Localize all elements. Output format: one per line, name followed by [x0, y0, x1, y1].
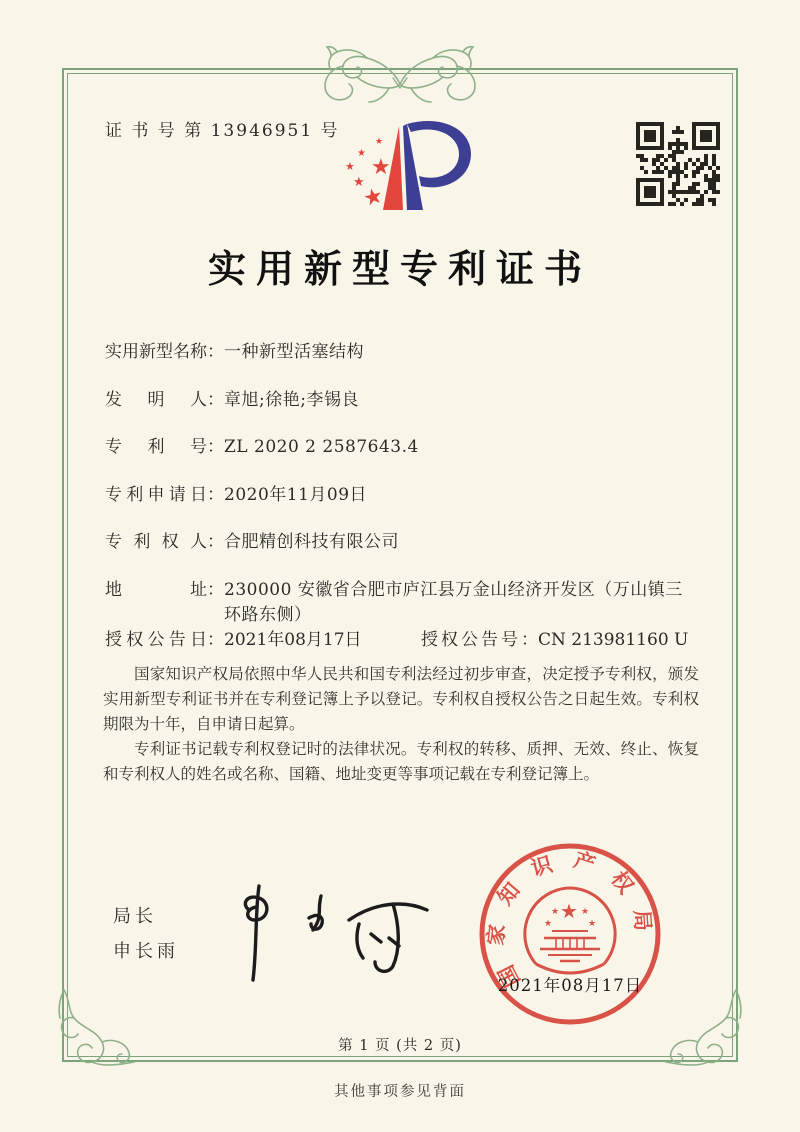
field-colon: ：	[207, 532, 224, 552]
seal-date: 2021年08月17日	[497, 976, 643, 995]
svg-text:★: ★	[375, 137, 384, 147]
seal-ring-text: 国家知识产权局	[482, 846, 658, 992]
field-value: CN 213981160 U	[538, 630, 689, 650]
top-dragon-ornament-icon	[285, 44, 515, 110]
field-label: 授权公告日	[105, 630, 207, 650]
back-side-note: 其他事项参见背面	[334, 1084, 466, 1100]
signer-title: 局长	[113, 906, 157, 927]
signature-handwriting	[225, 876, 440, 988]
field-colon: ：	[207, 630, 224, 650]
legal-text	[103, 662, 699, 787]
field-patent-number	[105, 435, 699, 460]
certificate-title: 实用新型专利证书	[207, 246, 592, 291]
signer-name: 申长雨	[113, 941, 179, 962]
certificate-number: 证 书 号 第 13946951 号	[105, 121, 340, 141]
field-colon: ：	[521, 630, 538, 650]
field-grant-number	[421, 628, 688, 653]
field-label: 地址	[105, 580, 207, 600]
field-patentee	[105, 530, 699, 555]
field-grant-date	[105, 628, 405, 653]
svg-text:★: ★	[353, 175, 365, 190]
svg-text:★: ★	[357, 148, 366, 159]
legal-paragraph-1: 国家知识产权局依照中华人民共和国专利法经过初步审查，决定授予专利权，颁发实用新型专利证书并在专利登记簿上予以登记。专利权自授权公告之日起生效。专利权期限为十年，自申请日起算。	[103, 665, 699, 733]
svg-text:★: ★	[371, 155, 391, 180]
cnipa-logo-icon	[333, 112, 489, 220]
field-value: 章旭;徐艳;李锡良	[224, 390, 359, 410]
svg-text:★: ★	[551, 907, 560, 917]
field-label: 实用新型名称	[105, 342, 207, 362]
field-colon: ：	[207, 437, 224, 457]
legal-paragraph-2: 专利证书记载专利权登记时的法律状况。专利权的转移、质押、无效、终止、恢复和专利权人的姓名或名称、国籍、地址变更等事项记载在专利登记簿上。	[103, 740, 699, 783]
field-value: 2020年11月09日	[224, 485, 368, 505]
field-colon: ：	[207, 580, 224, 600]
field-label: 专利申请日	[105, 485, 207, 505]
field-label: 专利号	[105, 437, 207, 457]
field-label: 专利权人	[105, 532, 207, 552]
field-value: ZL 2020 2 2587643.4	[224, 437, 419, 457]
field-colon: ：	[207, 342, 224, 362]
svg-text:★: ★	[560, 899, 578, 923]
field-utility-model-name	[105, 340, 699, 365]
field-colon: ：	[207, 485, 224, 505]
field-colon: ：	[207, 390, 224, 410]
svg-text:★: ★	[360, 183, 386, 213]
field-value: 230000 安徽省合肥市庐江县万金山经济开发区（万山镇三环路东侧）	[224, 580, 683, 625]
field-application-date	[105, 483, 699, 508]
svg-text:★: ★	[588, 919, 597, 929]
bottom-right-flourish-icon	[660, 986, 744, 1072]
svg-text:★: ★	[345, 160, 355, 173]
field-value: 2021年08月17日	[224, 630, 362, 650]
field-value: 一种新型活塞结构	[224, 342, 364, 362]
national-emblem-icon	[525, 888, 615, 973]
page-number: 第 1 页 (共 2 页)	[338, 1038, 462, 1054]
svg-text:★: ★	[581, 907, 590, 917]
field-grant-row	[105, 628, 699, 653]
field-inventors	[105, 388, 699, 413]
bottom-left-flourish-icon	[56, 986, 140, 1072]
field-address	[105, 578, 699, 628]
official-seal	[474, 838, 666, 1030]
svg-text:★: ★	[544, 919, 553, 929]
field-label: 发明人	[105, 390, 207, 410]
field-label: 授权公告号	[421, 630, 521, 650]
qr-code	[636, 122, 720, 206]
field-value: 合肥精创科技有限公司	[224, 532, 399, 552]
